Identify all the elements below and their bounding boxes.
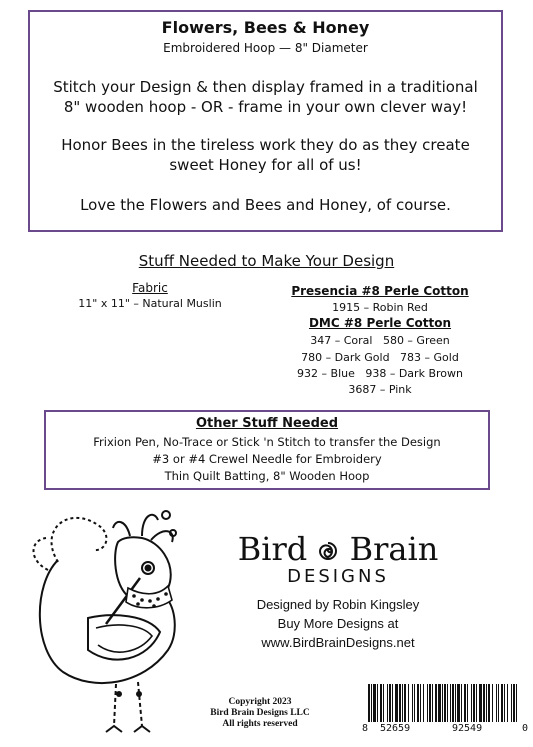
- barcode-check: 0: [522, 723, 529, 734]
- dmc-row-4: 3687 – Pink: [348, 383, 412, 396]
- barcode-right: 92549: [452, 723, 483, 734]
- logo-word-bird: Bird: [237, 530, 308, 568]
- bird-illustration-icon: [18, 500, 198, 738]
- buy-more-text: Buy More Designs at: [277, 616, 399, 631]
- intro-line-5: Love the Flowers and Bees and Honey, of course.: [80, 196, 451, 214]
- other-item-1: Frixion Pen, No-Trace or Stick 'n Stitch to transfer the Design: [93, 435, 441, 449]
- brand-logo: [232, 530, 444, 568]
- presencia-item: 1915 – Robin Red: [332, 301, 428, 314]
- pattern-title: Flowers, Bees & Honey: [161, 18, 370, 37]
- barcode: [368, 684, 520, 724]
- presencia-label: Presencia #8 Perle Cotton: [291, 284, 469, 298]
- intro-line-4: sweet Honey for all of us!: [169, 156, 362, 174]
- dmc-row-3: 932 – Blue 938 – Dark Brown: [297, 367, 463, 380]
- other-stuff-box: [44, 410, 490, 490]
- other-item-3: Thin Quilt Batting, 8" Wooden Hoop: [164, 469, 370, 483]
- copyright-line-2: Bird Brain Designs LLC: [210, 708, 310, 718]
- fabric-value: 11" x 11" – Natural Muslin: [78, 297, 222, 310]
- dmc-row-2: 780 – Dark Gold 783 – Gold: [301, 351, 459, 364]
- intro-line-3: Honor Bees in the tireless work they do as they create: [61, 136, 470, 154]
- designer-credit: Designed by Robin Kingsley: [256, 597, 420, 612]
- intro-box: [28, 10, 503, 232]
- pattern-subtitle: Embroidered Hoop — 8" Diameter: [163, 41, 368, 55]
- dmc-label: DMC #8 Perle Cotton: [308, 316, 452, 330]
- intro-line-1: Stitch your Design & then display framed in a traditional: [53, 78, 478, 96]
- copyright-line-3: All rights reserved: [222, 719, 298, 729]
- copyright-line-1: Copyright 2023: [228, 697, 292, 707]
- logo-word-brain: Brain: [349, 530, 439, 568]
- other-heading: Other Stuff Needed: [195, 416, 339, 431]
- logo-subtitle: DESIGNS: [287, 566, 389, 587]
- barcode-left: 52659: [380, 723, 411, 734]
- stuff-heading: Stuff Needed to Make Your Design: [138, 252, 395, 270]
- other-item-2: #3 or #4 Crewel Needle for Embroidery: [152, 452, 382, 466]
- swirl-icon: [317, 540, 339, 562]
- dmc-row-1: 347 – Coral 580 – Green: [310, 334, 450, 347]
- website-link[interactable]: www.BirdBrainDesigns.net: [261, 635, 415, 650]
- barcode-lead: 8: [362, 723, 369, 734]
- intro-line-2: 8" wooden hoop - OR - frame in your own clever way!: [63, 98, 468, 116]
- fabric-label: Fabric: [132, 281, 168, 295]
